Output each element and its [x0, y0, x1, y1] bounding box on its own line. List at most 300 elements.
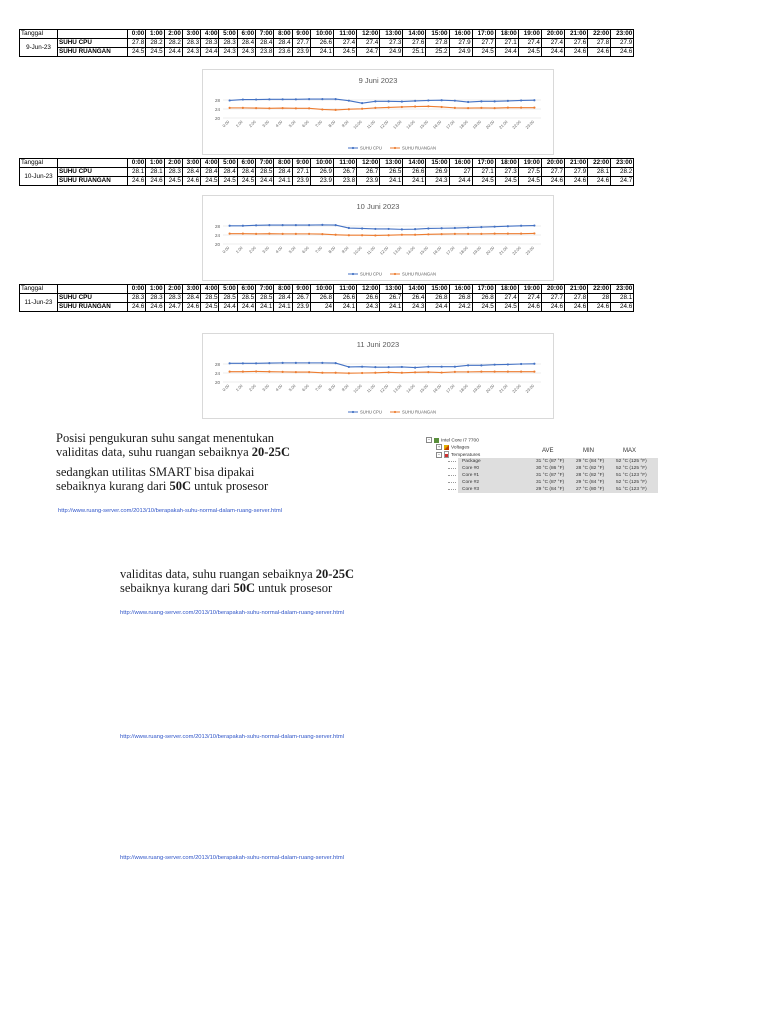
sensor-ave: 29 °C (84 °F) [536, 487, 565, 492]
collapse-icon[interactable]: − [427, 437, 431, 442]
data-point [242, 225, 244, 227]
data-point [308, 362, 310, 364]
data-point [494, 371, 496, 373]
cpu-value-cell: 28.1 [611, 294, 634, 303]
hour-header: 2:00 [164, 285, 182, 294]
room-value-cell: 24.1 [380, 303, 403, 312]
temperatures-tree-row[interactable] [436, 451, 480, 458]
data-point [441, 106, 443, 108]
y-tick-label: 24 [214, 233, 220, 238]
cpu-value-cell: 26.8 [426, 294, 449, 303]
data-point [414, 105, 416, 107]
legend-label: SUHU CPU [360, 271, 382, 277]
data-point [401, 234, 403, 236]
data-point [374, 107, 376, 109]
cpu-value-cell: 28.2 [146, 39, 164, 48]
room-value-cell: 24.1 [274, 177, 292, 186]
data-point [229, 107, 231, 109]
room-value-cell: 24.6 [588, 177, 611, 186]
legend-marker [352, 411, 354, 413]
room-value-cell: 24.6 [565, 48, 588, 57]
data-point [242, 371, 244, 373]
room-value-cell: 24.3 [357, 303, 380, 312]
hour-header: 16:00 [449, 285, 472, 294]
data-point [361, 102, 363, 104]
x-tick-label: 1:00 [234, 245, 244, 255]
room-value-cell: 24.5 [201, 177, 219, 186]
data-point [494, 233, 496, 235]
sensor-name: Package [462, 459, 481, 464]
data-point [242, 362, 244, 364]
hour-header: 16:00 [449, 30, 472, 39]
collapse-icon[interactable]: − [437, 451, 441, 457]
data-point [282, 98, 284, 100]
room-value-cell: 23.8 [334, 177, 357, 186]
x-tick-label: 13:00 [391, 119, 403, 130]
hour-header: 23:00 [611, 159, 634, 168]
cpu-value-cell: 28.5 [201, 294, 219, 303]
room-value-cell: 23.9 [357, 177, 380, 186]
room-value-cell: 24.5 [128, 48, 146, 57]
data-point [507, 225, 509, 227]
chart-9-juni [202, 69, 554, 155]
x-tick-label: 11:00 [365, 245, 377, 256]
cpu-temperature-row [20, 39, 634, 48]
cpu-value-cell: 27.4 [518, 294, 541, 303]
data-point [321, 362, 323, 364]
data-point [520, 363, 522, 365]
hour-header: 1:00 [146, 285, 164, 294]
hour-header: 19:00 [518, 159, 541, 168]
cpu-value-cell: 28.3 [182, 39, 200, 48]
chart-11-juni [202, 333, 554, 419]
chart-title: 10 Juni 2023 [356, 202, 400, 211]
legend-marker [352, 273, 354, 275]
x-tick-label: 10:00 [352, 245, 363, 256]
note-repeat-line-1-text: validitas data, suhu ruangan sebaiknya [120, 567, 316, 581]
hour-header: 11:00 [334, 285, 357, 294]
data-point [335, 98, 337, 100]
room-value-cell: 24.1 [310, 48, 333, 57]
hour-header: 3:00 [182, 159, 200, 168]
data-point [229, 99, 231, 101]
sensor-ave: 30 °C (86 °F) [536, 466, 565, 471]
voltages-tree-row[interactable] [436, 444, 469, 451]
x-tick-label: 12:00 [378, 383, 390, 394]
cpu-value-cell: 28.3 [164, 294, 182, 303]
cpu-value-cell: 26.9 [310, 168, 333, 177]
room-value-cell: 25.1 [403, 48, 426, 57]
x-tick-label: 16:00 [431, 383, 443, 394]
cpu-value-cell: 28.3 [146, 294, 164, 303]
cpu-value-cell: 27.8 [426, 39, 449, 48]
cpu-value-cell: 28.1 [588, 168, 611, 177]
y-tick-label: 28 [214, 224, 220, 229]
data-point [242, 98, 244, 100]
hour-header: 12:00 [357, 30, 380, 39]
legend-marker [352, 147, 354, 149]
hour-header: 19:00 [518, 30, 541, 39]
data-point [295, 233, 297, 235]
tanggal-header: Tanggal [20, 159, 58, 168]
data-point [441, 99, 443, 101]
data-point [229, 362, 231, 364]
data-point [454, 227, 456, 229]
x-tick-label: 23:00 [524, 245, 536, 256]
room-value-cell: 24.5 [518, 177, 541, 186]
data-point [268, 371, 270, 373]
legend-label: SUHU CPU [360, 145, 382, 151]
hour-header: 18:00 [495, 30, 518, 39]
x-tick-label: 22:00 [511, 245, 522, 256]
room-value-cell: 24.6 [146, 303, 164, 312]
data-point [480, 364, 482, 366]
data-point [467, 226, 469, 228]
room-value-cell: 24.7 [357, 48, 380, 57]
data-point [480, 107, 482, 109]
data-point [467, 371, 469, 373]
cpu-value-cell: 28 [588, 294, 611, 303]
room-value-cell: 24.5 [495, 177, 518, 186]
data-point [348, 100, 350, 102]
hour-header: 9:00 [292, 159, 310, 168]
data-point [361, 108, 363, 110]
x-tick-label: 7:00 [314, 383, 324, 393]
hour-header: 23:00 [611, 285, 634, 294]
hour-header: 6:00 [237, 285, 255, 294]
hour-header: 18:00 [495, 159, 518, 168]
date-cell: 11-Jun-23 [20, 294, 58, 312]
data-point [441, 233, 443, 235]
expand-icon[interactable]: + [437, 444, 441, 449]
legend-marker [394, 147, 396, 149]
data-point [295, 107, 297, 109]
data-point [414, 100, 416, 102]
data-point [388, 234, 390, 236]
col-ave-header: AVE [542, 448, 554, 454]
data-point [401, 106, 403, 108]
hour-header: 21:00 [565, 30, 588, 39]
room-row-label: SUHU RUANGAN [58, 303, 128, 312]
temperature-table-day-1 [19, 29, 634, 57]
y-tick-label: 28 [214, 98, 220, 103]
hour-header: 9:00 [292, 285, 310, 294]
note-line-1: Posisi pengukuran suhu sangat menentukan [56, 431, 275, 445]
source-link-1[interactable]: http://www.ruang-server.com/2013/10/berapakah-suhu-normal-dalam-ruang-server.html [58, 508, 282, 514]
room-value-cell: 23.9 [292, 177, 310, 186]
x-tick-label: 22:00 [511, 383, 522, 394]
date-cell: 9-Jun-23 [20, 39, 58, 57]
room-value-cell: 24.2 [449, 303, 472, 312]
cpu-value-cell: 28.4 [237, 168, 255, 177]
cpu-value-cell: 27.4 [334, 39, 357, 48]
x-tick-label: 9:00 [340, 119, 350, 129]
data-point [268, 98, 270, 100]
data-point [401, 372, 403, 374]
data-point [533, 224, 535, 226]
cpu-value-cell: 28.4 [201, 168, 219, 177]
data-point [533, 232, 535, 234]
cpu-value-cell: 27.9 [611, 39, 634, 48]
x-tick-label: 20:00 [484, 119, 496, 130]
x-tick-label: 12:00 [378, 119, 390, 130]
room-value-cell: 24.7 [611, 177, 634, 186]
data-point [255, 233, 257, 235]
room-value-cell: 24.5 [219, 177, 237, 186]
hour-header: 8:00 [274, 30, 292, 39]
legend-label: SUHU RUANGAN [402, 271, 436, 277]
data-point [308, 98, 310, 100]
cpu-value-cell: 26.9 [426, 168, 449, 177]
cpu-value-cell: 26.7 [292, 294, 310, 303]
cpu-value-cell: 27.7 [541, 168, 564, 177]
hour-header: 15:00 [426, 159, 449, 168]
data-point [374, 100, 376, 102]
cpu-value-cell: 28.4 [219, 168, 237, 177]
room-value-cell: 24.5 [495, 303, 518, 312]
x-tick-label: 1:00 [234, 383, 244, 393]
hour-header: 4:00 [201, 30, 219, 39]
data-point [335, 372, 337, 374]
data-point [348, 234, 350, 236]
x-tick-label: 19:00 [471, 383, 483, 394]
room-value-cell: 24.6 [146, 177, 164, 186]
note-repeat-line-2-text: sebaiknya kurang dari [120, 581, 234, 595]
series-line [230, 106, 535, 110]
sensor-min: 29 °C (84 °F) [576, 459, 605, 464]
note-main [56, 431, 356, 493]
x-tick-label: 5:00 [287, 245, 297, 255]
x-tick-label: 3:00 [261, 119, 271, 129]
data-point [520, 371, 522, 373]
x-tick-label: 2:00 [247, 383, 257, 393]
data-point [308, 371, 310, 373]
sensor-name: Core #3 [462, 487, 480, 492]
chart-title: 9 Juni 2023 [358, 76, 398, 85]
room-value-cell: 24.1 [403, 177, 426, 186]
cpu-value-cell: 26.6 [357, 294, 380, 303]
room-temperature-row [20, 48, 634, 57]
data-point [427, 105, 429, 107]
data-point [441, 371, 443, 373]
room-value-cell: 24.3 [403, 303, 426, 312]
x-tick-label: 0:00 [221, 383, 231, 393]
y-tick-label: 24 [214, 107, 220, 112]
data-point [480, 100, 482, 102]
data-point [348, 227, 350, 229]
room-value-cell: 24.4 [426, 303, 449, 312]
hour-header: 13:00 [380, 30, 403, 39]
data-point [308, 224, 310, 226]
data-point [401, 366, 403, 368]
room-value-cell: 24.5 [164, 177, 182, 186]
room-value-cell: 24.6 [565, 303, 588, 312]
voltages-label: Voltages [451, 445, 470, 451]
x-tick-label: 19:00 [471, 119, 483, 130]
data-point [414, 228, 416, 230]
note-line-2 [56, 445, 356, 459]
room-value-cell: 24.6 [588, 303, 611, 312]
sensor-min: 29 °C (84 °F) [576, 480, 605, 485]
x-tick-label: 10:00 [352, 119, 363, 130]
cpu-value-cell: 27.1 [472, 168, 495, 177]
x-tick-label: 20:00 [484, 245, 496, 256]
sensor-ave: 31 °C (87 °F) [536, 480, 565, 485]
data-point [414, 367, 416, 369]
data-point [467, 364, 469, 366]
source-link-2[interactable]: http://www.ruang-server.com/2013/10/berapakah-suhu-normal-dalam-ruang-server.html [120, 610, 344, 616]
hour-header: 20:00 [541, 159, 564, 168]
data-point [308, 233, 310, 235]
hour-header: 2:00 [164, 159, 182, 168]
x-tick-label: 15:00 [418, 383, 430, 394]
x-tick-label: 7:00 [314, 245, 324, 255]
cpu-value-cell: 28.3 [201, 39, 219, 48]
hour-header: 1:00 [146, 30, 164, 39]
legend-label: SUHU CPU [360, 409, 382, 415]
hour-header: 21:00 [565, 285, 588, 294]
hour-header: 0:00 [128, 159, 146, 168]
hour-header: 17:00 [472, 30, 495, 39]
data-point [361, 366, 363, 368]
cpu-value-cell: 26.7 [380, 294, 403, 303]
cpu-value-cell: 27.8 [565, 294, 588, 303]
data-point [242, 233, 244, 235]
cpu-value-cell: 28.1 [128, 168, 146, 177]
room-value-cell: 24 [310, 303, 333, 312]
cpu-value-cell: 26.7 [357, 168, 380, 177]
note-repeat-line-1-bold: 20-25C [315, 567, 354, 581]
room-value-cell: 24.6 [128, 303, 146, 312]
sensor-max: 51 °C (123 °F) [616, 473, 647, 478]
x-tick-label: 2:00 [247, 119, 257, 129]
hour-header: 14:00 [403, 30, 426, 39]
cpu-value-cell: 28.4 [182, 294, 200, 303]
cpu-value-cell: 27.4 [495, 294, 518, 303]
room-value-cell: 24.5 [146, 48, 164, 57]
data-point [282, 224, 284, 226]
hwmonitor-panel [424, 437, 660, 497]
data-point [255, 362, 257, 364]
x-tick-label: 15:00 [418, 245, 430, 256]
data-point [427, 233, 429, 235]
data-point [361, 234, 363, 236]
cpu-value-cell: 27.8 [128, 39, 146, 48]
hour-header: 17:00 [472, 159, 495, 168]
hour-header: 13:00 [380, 285, 403, 294]
x-tick-label: 11:00 [365, 119, 377, 130]
sensor-min: 27 °C (80 °F) [576, 487, 605, 492]
data-point [533, 363, 535, 365]
chart-10-juni [202, 195, 554, 281]
data-point [268, 107, 270, 109]
data-point [321, 108, 323, 110]
x-tick-label: 16:00 [431, 245, 443, 256]
x-tick-label: 12:00 [378, 245, 390, 256]
x-tick-label: 14:00 [405, 119, 416, 130]
x-tick-label: 11:00 [365, 383, 377, 394]
x-tick-label: 21:00 [497, 119, 509, 130]
x-tick-label: 14:00 [405, 383, 416, 394]
room-value-cell: 24.1 [334, 303, 357, 312]
room-value-cell: 24.6 [182, 177, 200, 186]
hour-header: 8:00 [274, 159, 292, 168]
temperatures-label: Temperatures [451, 452, 481, 458]
room-value-cell: 24.4 [237, 303, 255, 312]
cpu-value-cell: 27.5 [518, 168, 541, 177]
data-point [507, 100, 509, 102]
cpu-value-cell: 27.4 [357, 39, 380, 48]
col-max-header: MAX [623, 448, 637, 454]
room-value-cell: 24.9 [449, 48, 472, 57]
note-repeat [120, 567, 420, 595]
data-point [494, 107, 496, 109]
note-line-3: sedangkan utilitas SMART bisa dipakai [56, 465, 255, 479]
data-point [335, 234, 337, 236]
temperature-table-day-2 [19, 158, 634, 186]
cpu-tree-row[interactable] [426, 437, 479, 444]
hour-header: 15:00 [426, 285, 449, 294]
room-value-cell: 24.4 [449, 177, 472, 186]
hour-header: 22:00 [588, 159, 611, 168]
empty-header-cell [58, 285, 128, 294]
hour-header: 10:00 [310, 285, 333, 294]
hour-header: 4:00 [201, 159, 219, 168]
cpu-value-cell: 26.8 [449, 294, 472, 303]
cpu-value-cell: 28.3 [164, 168, 182, 177]
legend-marker [394, 273, 396, 275]
data-point [507, 371, 509, 373]
x-tick-label: 6:00 [300, 383, 310, 393]
tree-connector [448, 461, 456, 462]
hour-header: 21:00 [565, 159, 588, 168]
cpu-value-cell: 26.8 [310, 294, 333, 303]
series-line [230, 363, 535, 368]
note-repeat-line-2 [120, 581, 420, 595]
hour-header: 6:00 [237, 159, 255, 168]
room-value-cell: 24.6 [128, 177, 146, 186]
data-point [467, 233, 469, 235]
line-chart-10-juni [203, 196, 553, 280]
cpu-name: Intel Core i7 7700 [441, 438, 479, 444]
hour-header: 8:00 [274, 285, 292, 294]
x-tick-label: 8:00 [327, 245, 337, 255]
data-point [401, 100, 403, 102]
y-tick-label: 28 [214, 362, 220, 367]
room-value-cell: 23.8 [256, 48, 274, 57]
sensor-max: 52 °C (125 °F) [616, 480, 647, 485]
tree-connector [448, 475, 456, 476]
voltage-icon [444, 445, 449, 450]
data-point [268, 362, 270, 364]
table-header-row [20, 159, 634, 168]
source-link-3[interactable]: http://www.ruang-server.com/2013/10/berapakah-suhu-normal-dalam-ruang-server.html [120, 734, 344, 740]
x-tick-label: 6:00 [300, 119, 310, 129]
note-line-4-bold: 50C [169, 479, 192, 493]
data-point [308, 107, 310, 109]
data-point [427, 99, 429, 101]
cpu-value-cell: 27.1 [495, 39, 518, 48]
source-link-4[interactable]: http://www.ruang-server.com/2013/10/berapakah-suhu-normal-dalam-ruang-server.html [120, 855, 344, 861]
x-tick-label: 18:00 [458, 245, 469, 256]
data-point [268, 233, 270, 235]
data-point [441, 366, 443, 368]
data-point [454, 100, 456, 102]
hour-header: 12:00 [357, 159, 380, 168]
x-tick-label: 4:00 [274, 383, 284, 393]
room-value-cell: 24.7 [164, 303, 182, 312]
data-point [255, 224, 257, 226]
